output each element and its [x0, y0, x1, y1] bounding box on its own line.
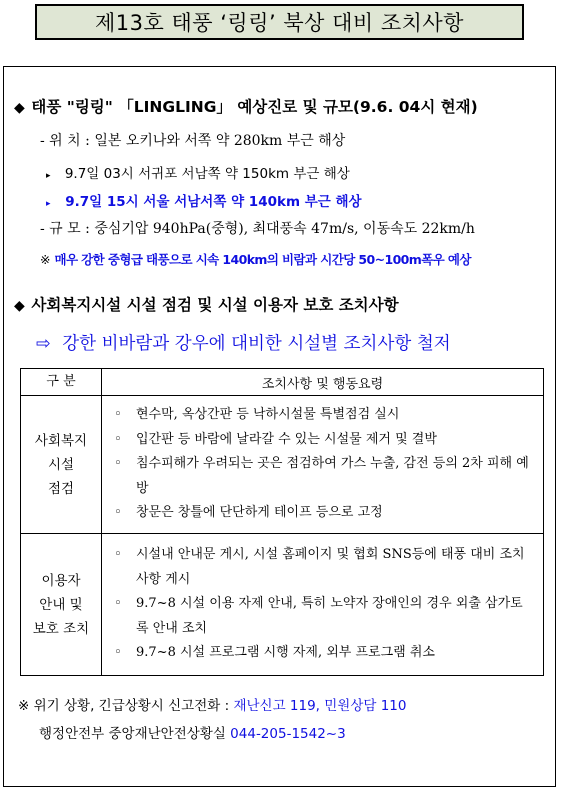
footer-mark: ※ — [18, 698, 30, 714]
header-category: 구 분 — [21, 369, 102, 396]
list-item: ◦ 침수피해가 우려되는 곳은 점검하여 가스 누출, 감전 등의 2차 피해 예방 — [114, 452, 533, 501]
footer-line2-value: 044-205-1542~3 — [230, 726, 346, 742]
row2-items — [102, 534, 544, 676]
forecast-point-1-text: 9.7일 03시 서귀포 서남쪽 약 150km 부근 해상 — [64, 166, 350, 182]
list-item: ◦ 시설내 안내문 게시, 시설 홈페이지 및 협회 SNS등에 태풍 대비 조치사항 게시 — [114, 543, 533, 592]
list-item: ◦ 창문은 창틀에 단단하게 테이프 등으로 고정 — [114, 501, 533, 526]
list-item: ◦ 입간판 등 바람에 날라갈 수 있는 시설물 제거 및 결박 — [114, 428, 533, 453]
forecast-point-2 — [46, 190, 362, 210]
location-line — [40, 130, 345, 150]
section2-heading: 사회복지시설 시설 점검 및 시설 이용자 보호 조치사항 — [31, 296, 399, 314]
list-item: ◦ 9.7~8 시설 프로그램 시행 자제, 외부 프로그램 취소 — [114, 641, 533, 666]
section2-arrow-text: 강한 비바람과 강우에 대비한 시설별 조치사항 철저 — [62, 334, 451, 354]
section2-heading-line — [14, 293, 399, 315]
row2-category-line1: 이용자 — [41, 572, 81, 589]
diamond-bullet-icon: ◆ — [14, 298, 25, 314]
row2-category — [21, 534, 102, 676]
row1-category-line1: 사회복지 — [34, 432, 88, 449]
list-item: ◦ 현수막, 옥상간판 등 낙하시설물 특별점검 실시 — [114, 403, 533, 428]
section1-heading: 태풍 "링링" 「LINGLING」 예상진로 및 규모(9.6. 04시 현재) — [31, 98, 478, 116]
scale-label: - 규 모 : — [40, 221, 90, 237]
footer-line1-value: 재난신고 119, 민원상담 110 — [233, 698, 407, 714]
forecast-point-2-text: 9.7일 15시 서울 서남서쪽 약 140km 부근 해상 — [65, 194, 362, 210]
actions-table — [20, 368, 544, 676]
diamond-bullet-icon: ◆ — [14, 100, 25, 116]
row1-category-line2: 시설 — [47, 456, 75, 473]
warning-line — [40, 250, 471, 268]
triangle-bullet-icon: ▸ — [46, 199, 51, 209]
table-header-row — [21, 369, 544, 396]
triangle-bullet-icon: ▸ — [46, 171, 51, 181]
table-row — [21, 534, 544, 676]
row1-category-line3: 점검 — [47, 480, 75, 497]
location-label: - 위 치 : — [40, 133, 90, 149]
warning-text: 매우 강한 중형급 태풍으로 시속 140km의 비람과 시간당 50~100m폭우 예상 — [54, 252, 471, 267]
table-row — [21, 396, 544, 534]
title-banner — [35, 4, 524, 40]
section1-heading-line — [14, 95, 478, 117]
location-value: 일본 오키나와 서쪽 약 280km 부근 해상 — [94, 133, 346, 149]
row1-category — [21, 396, 102, 534]
list-item: ◦ 9.7~8 시설 이용 자제 안내, 특히 노약자 장애인의 경우 외출 삼가토록 안내 조치 — [114, 592, 533, 641]
hollow-right-arrow-icon: ⇨ — [36, 334, 51, 354]
footer-line2-label: 행정안전부 중앙재난안전상황실 — [39, 726, 226, 742]
footer-line1-label: 위기 상황, 긴급상황시 신고전화 : — [33, 698, 230, 714]
row2-category-line2: 안내 및 — [39, 596, 83, 613]
scale-line — [40, 218, 475, 238]
warning-mark: ※ — [40, 252, 51, 267]
row2-category-line3: 보호 조치 — [32, 620, 90, 637]
footer-line-1 — [18, 694, 406, 714]
section2-arrow-line — [36, 330, 451, 355]
header-actions: 조치사항 및 행동요령 — [102, 369, 544, 396]
page-title: 제13호 태풍 ‘링링’ 북상 대비 조치사항 — [95, 11, 464, 35]
scale-value: 중심기압 940hPa(중형), 최대풍속 47m/s, 이동속도 22km/h — [94, 221, 475, 237]
row1-items — [102, 396, 544, 534]
footer-line-2 — [39, 722, 346, 742]
forecast-point-1 — [46, 162, 350, 182]
